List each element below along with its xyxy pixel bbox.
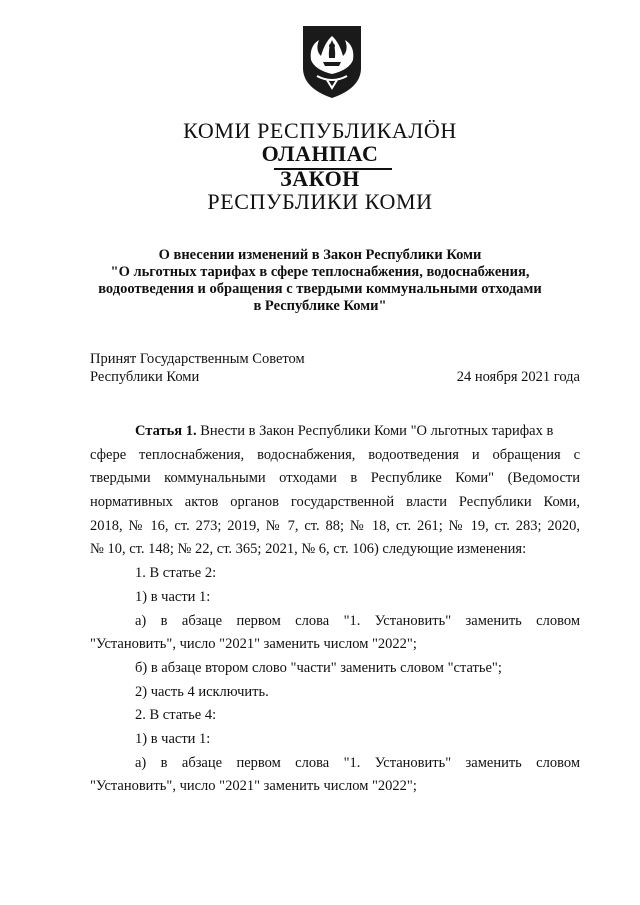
subject-line: в Республике Коми" <box>253 298 387 314</box>
body-line: 2018, № 16, ст. 273; 2019, № 7, ст. 88; № 18, ст. 261; № 19, ст. 283; 2020, <box>90 517 580 534</box>
list-item: 2. В статье 4: <box>135 707 217 724</box>
header-olanpas: ОЛАНПАС <box>261 141 379 166</box>
komi-coat-of-arms-icon <box>301 24 363 100</box>
list-item: 2) часть 4 исключить. <box>135 683 269 700</box>
list-item: 1) в части 1: <box>135 588 211 605</box>
header-komi-line: КОМИ РЕСПУБЛИКАЛÖН <box>183 118 457 143</box>
body-line: твердыми коммунальными отходами в Республике Коми" (Ведомости <box>90 470 580 487</box>
article-1-body <box>90 420 580 799</box>
list-item: "Установить", число "2021" заменить числом "2022"; <box>90 636 417 653</box>
article-1-first-line <box>90 420 580 444</box>
adopted-by <box>90 350 305 386</box>
article-1-text: Внести в Закон Республики Коми "О льготных тарифах в <box>196 423 554 439</box>
list-item: а) в абзаце первом слова "1. Установить" заменить словом <box>135 612 580 629</box>
list-item: 1) в части 1: <box>135 730 211 747</box>
list-item: а) в абзаце первом слова "1. Установить" заменить словом <box>135 754 580 771</box>
list-item: б) в абзаце втором слово "части" заменить словом "статье"; <box>135 659 502 676</box>
list-item: "Установить", число "2021" заменить числом "2022"; <box>90 778 417 795</box>
adopted-line: Республики Коми <box>90 369 200 385</box>
adopted-line: Принят Государственным Советом <box>90 351 305 367</box>
article-1-label: Статья 1. <box>135 423 197 439</box>
adoption-date: 24 ноября 2021 года <box>456 369 580 385</box>
body-line: сфере теплоснабжения, водоснабжения, водоотведения и обращения с <box>90 446 580 463</box>
body-line: нормативных актов органов государственной власти Республики Коми, <box>90 494 580 511</box>
body-line: № 10, ст. 148; № 22, ст. 365; 2021, № 6, ст. 106) следующие изменения: <box>90 541 527 558</box>
subject-line: водоотведения и обращения с твердыми коммунальными отходами <box>98 281 542 297</box>
list-item: 1. В статье 2: <box>135 565 217 582</box>
header-respubliki: РЕСПУБЛИКИ КОМИ <box>207 189 433 214</box>
law-subject-title <box>60 247 580 315</box>
subject-line: "О льготных тарифах в сфере теплоснабжения, водоснабжения, <box>110 264 530 280</box>
header-zakon: ЗАКОН <box>280 166 360 191</box>
subject-line: О внесении изменений в Закон Республики Коми <box>158 247 482 263</box>
